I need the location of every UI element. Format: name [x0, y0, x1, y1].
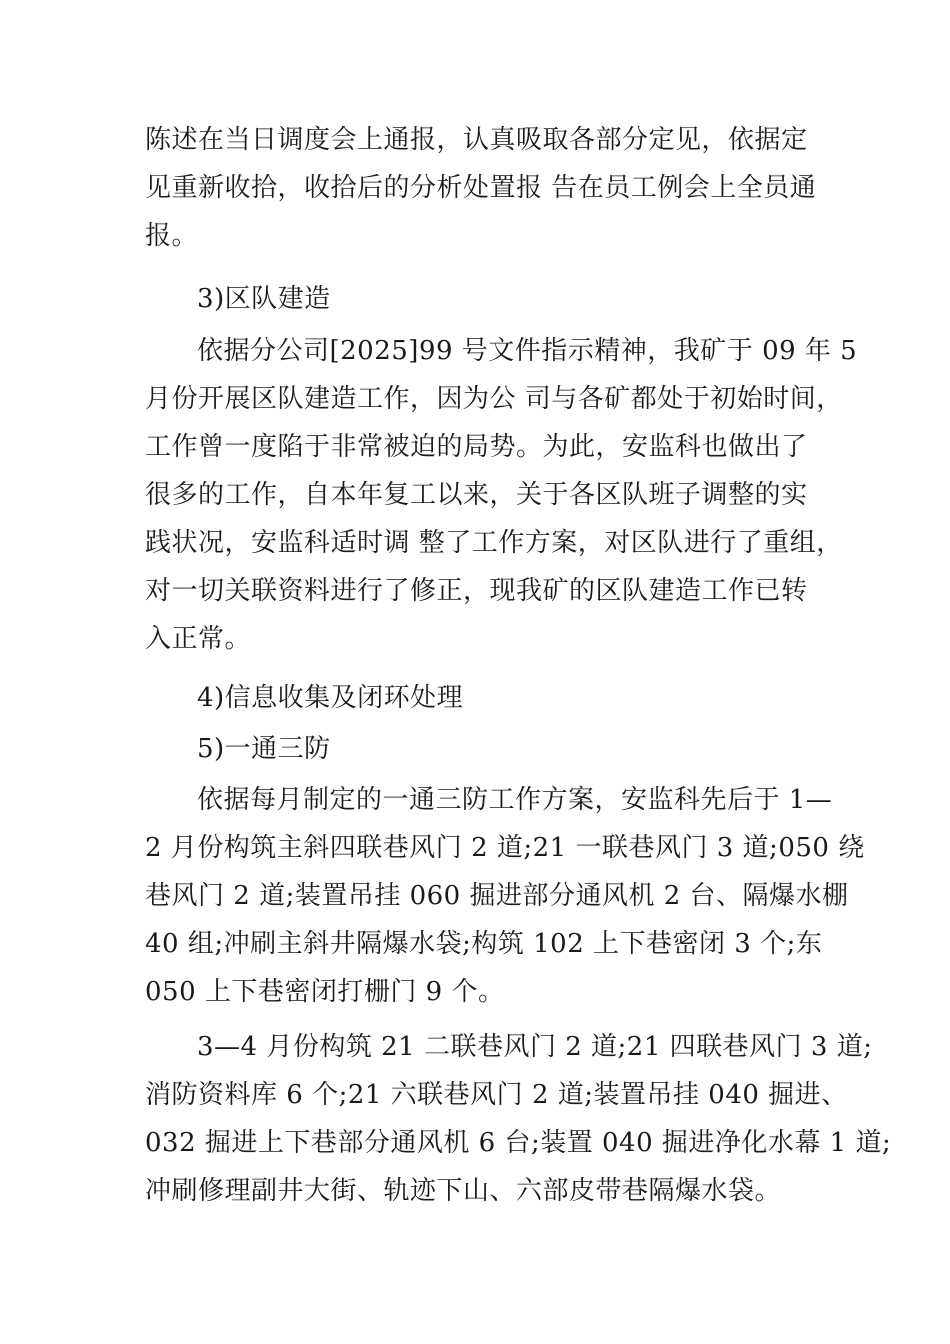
paragraph-line: 践状况，安监科适时调 整了工作方案，对区队进行了重组，: [145, 528, 843, 558]
paragraph-line: 巷风门 2 道;装置吊挂 060 掘进部分通风机 2 台、隔爆水棚: [145, 881, 849, 911]
paragraph-line: 消防资料库 6 个;21 六联巷风门 2 道;装置吊挂 040 掘进、: [145, 1080, 848, 1110]
paragraph-line: 2 月份构筑主斜四联巷风门 2 道;21 一联巷风门 3 道;050 绕: [145, 833, 865, 863]
paragraph-line: 依据每月制定的一通三防工作方案，安监科先后于 1—: [197, 785, 833, 815]
paragraph-line: 见重新收拾，收拾后的分析处置报 告在员工例会上全员通: [145, 173, 817, 203]
paragraph-line: 工作曾一度陷于非常被迫的局势。为此，安监科也做出了: [145, 432, 808, 462]
paragraph-line: 对一切关联资料进行了修正，现我矿的区队建造工作已转: [145, 576, 808, 606]
section-heading-3: 3)区队建造: [197, 284, 331, 314]
paragraph-line: 月份开展区队建造工作，因为公 司与各矿都处于初始时间，: [145, 384, 843, 414]
paragraph-line: 陈述在当日调度会上通报，认真吸取各部分定见，依据定: [145, 125, 808, 155]
section-heading-5: 5)一通三防: [197, 734, 331, 764]
paragraph-line: 3—4 月份构筑 21 二联巷风门 2 道;21 四联巷风门 3 道;: [197, 1032, 873, 1062]
section-heading-4: 4)信息收集及闭环处理: [197, 683, 464, 713]
paragraph-line: 032 掘进上下巷部分通风机 6 台;装置 040 掘进净化水幕 1 道;: [145, 1128, 892, 1158]
paragraph-line: 很多的工作，自本年复工以来，关于各区队班子调整的实: [145, 480, 808, 510]
paragraph-line: 40 组;冲刷主斜井隔爆水袋;构筑 102 上下巷密闭 3 个;东: [145, 929, 823, 959]
paragraph-line: 入正常。: [145, 624, 252, 654]
paragraph-line: 报。: [145, 221, 199, 251]
paragraph-line: 依据分公司[2025]99 号文件指示精神，我矿于 09 年 5: [197, 336, 858, 366]
paragraph-line: 050 上下巷密闭打栅门 9 个。: [145, 977, 505, 1007]
paragraph-line: 冲刷修理副井大街、轨迹下山、六部皮带巷隔爆水袋。: [145, 1176, 782, 1206]
